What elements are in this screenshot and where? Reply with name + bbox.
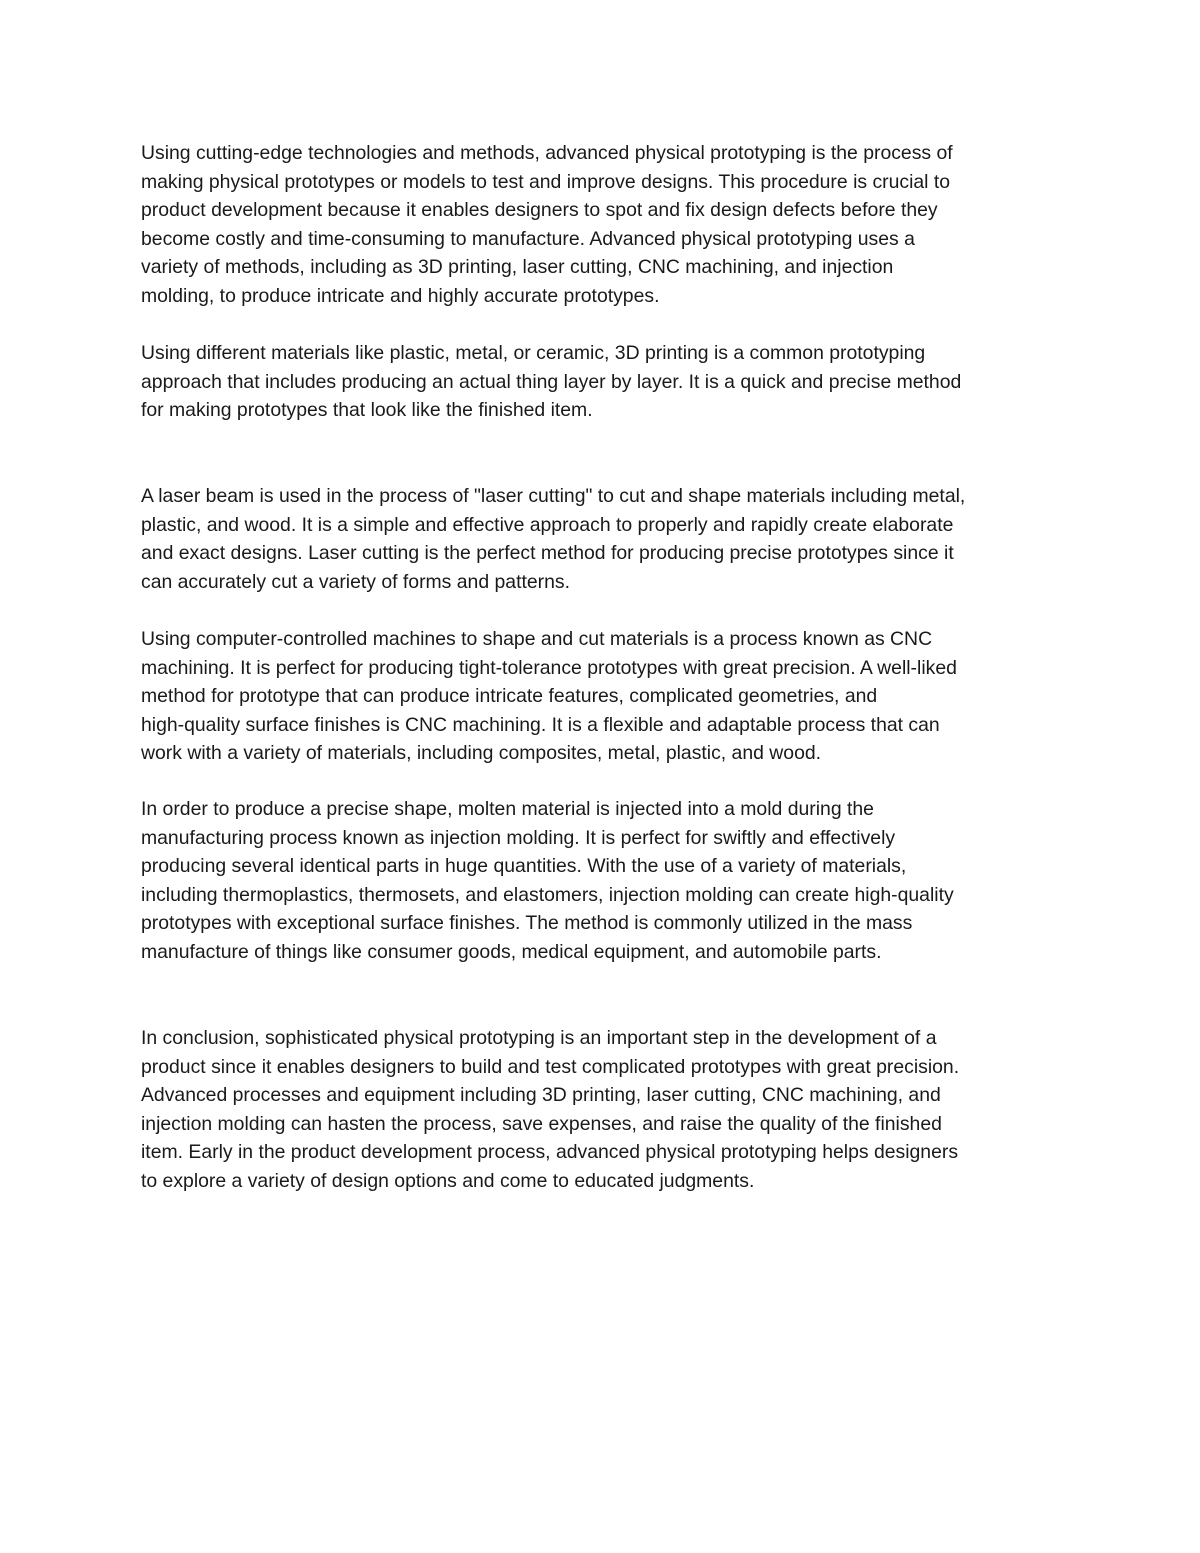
paragraph-laser-cutting: A laser beam is used in the process of "laser cutting" to cut and shape materials including metal, plastic, and wood. It is a simple and effective approach to properly and rapidly create elaborate and exact designs. Laser cutting is the perfect method for producing precise prototypes since it can accurately cut a variety of forms and patterns. [141, 485, 966, 593]
paragraph-cnc-machining: Using computer-controlled machines to shape and cut materials is a process known as CNC machining. It is perfect for producing tight-tolerance prototypes with great precision. A well-liked method for prototype that can produce intricate features, complicated geometries, and high-quality surface finishes is CNC machining. It is a flexible and adaptable process that can work with a variety of materials, including composites, metal, plastic, and wood. [141, 628, 957, 765]
paragraph-introduction: Using cutting-edge technologies and methods, advanced physical prototyping is the process of making physical prototypes or models to test and improve designs. This procedure is crucial to product development because it enables designers to spot and fix design defects before they become costly and time-consuming to manufacture. Advanced physical prototyping uses a variety of methods, including as 3D printing, laser cutting, CNC machining, and injection molding, to produce intricate and highly accurate prototypes. [141, 142, 953, 307]
paragraph-conclusion: In conclusion, sophisticated physical prototyping is an important step in the development of a product since it enables designers to build and test complicated prototypes with great precision. Advanced processes and equipment including 3D printing, laser cutting, CNC machining, and injection molding can hasten the process, save expenses, and raise the quality of the finished item. Early in the product development process, advanced physical prototyping helps designers to explore a variety of design options and come to educated judgments. [141, 1027, 960, 1192]
paragraph-3d-printing: Using different materials like plastic, metal, or ceramic, 3D printing is a common prototyping approach that includes producing an actual thing layer by layer. It is a quick and precise method for making prototypes that look like the finished item. [141, 342, 962, 422]
paragraph-injection-molding: In order to produce a precise shape, molten material is injected into a mold during the manufacturing process known as injection molding. It is perfect for swiftly and effectively producing several identical parts in huge quantities. With the use of a variety of materials, including thermoplastics, thermosets, and elastomers, injection molding can create high-quality prototypes with exceptional surface finishes. The method is commonly utilized in the mass manufacture of things like consumer goods, medical equipment, and automobile parts. [141, 798, 954, 963]
